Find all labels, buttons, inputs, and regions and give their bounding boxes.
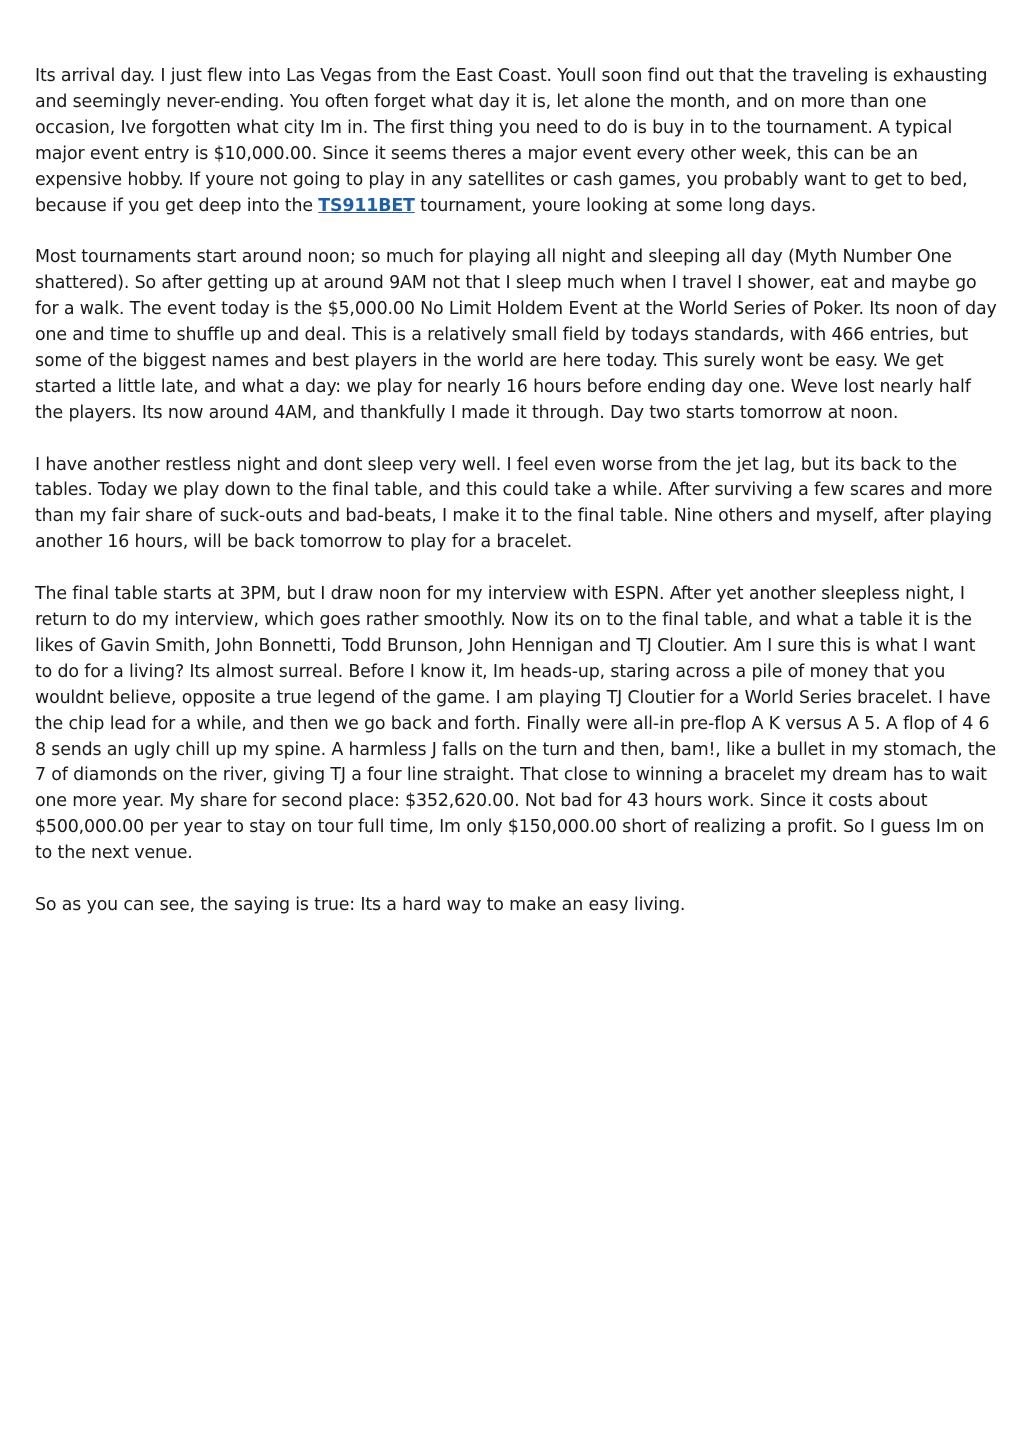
paragraph-1-text-end: tournament, youre looking at some long days.: [414, 195, 817, 216]
paragraph-day-one: Most tournaments start around noon; so much for playing all night and sleeping all day (Myth Number One shattered). So after getting up at around 9AM not that I sleep much when I travel I shower, eat and maybe go for a walk. The event today is the $5,000.00 No Limit Holdem Event at the World Series of Poker. Its noon of day one and time to shuffle up and deal. This is a relatively small field by todays standards, with 466 entries, but some of the biggest names and best players in the world are here today. This surely wont be easy. We get started a little late, and what a day: we play for nearly 16 hours before ending day one. Weve lost nearly half the players. Its now around 4AM, and thankfully I made it through. Day two starts tomorrow at noon.: [35, 247, 997, 423]
paragraph-arrival-day: [35, 64, 997, 219]
paragraph-final-table: The final table starts at 3PM, but I draw noon for my interview with ESPN. After yet another sleepless night, I return to do my interview, which goes rather smoothly. Now its on to the final table, and what a table it is the likes of Gavin Smith, John Bonnetti, Todd Brunson, John Hennigan and TJ Cloutier. Am I sure this is what I want to do for a living? Its almost surreal. Before I know it, Im heads-up, staring across a pile of money that you wouldnt believe, opposite a true legend of the game. I am playing TJ Cloutier for a World Series bracelet. I have the chip lead for a while, and then we go back and forth. Finally were all-in pre-flop A K versus A 5. A flop of 4 6 8 sends an ugly chill up my spine. A harmless J falls on the turn and then, bam!, like a bullet in my stomach, the 7 of diamonds on the river, giving TJ a four line straight. That close to winning a bracelet my dream has to wait one more year. My share for second place: $352,620.00. Not bad for 43 hours work. Since it costs about $500,000.00 per year to stay on tour full time, Im only $150,000.00 short of realizing a profit. So I guess Im on to the next venue.: [35, 584, 996, 864]
paragraph-conclusion: So as you can see, the saying is true: Its a hard way to make an easy living.: [35, 894, 686, 915]
ts911bet-link[interactable]: TS911BET: [318, 195, 415, 216]
paragraph-1-text-start: Its arrival day. I just flew into Las Vegas from the East Coast. Youll soon find out that the traveling is exhausting and seemingly never-ending. You often forget what day it is, let alone the month, and on more than one occasion, Ive forgotten what city Im in. The first thing you need to do is buy in to the tournament. A typical major event entry is $10,000.00. Since it seems theres a major event every other week, this can be an expensive hobby. If youre not going to play in any satellites or cash games, you probably want to get to bed, because if you get deep into the: [35, 66, 988, 216]
document-body: [35, 64, 997, 945]
paragraph-day-two: I have another restless night and dont sleep very well. I feel even worse from the jet lag, but its back to the tables. Today we play down to the final table, and this could take a while. After surviving a few scares and more than my fair share of suck-outs and bad-beats, I make it to the final table. Nine others and myself, after playing another 16 hours, will be back tomorrow to play for a bracelet.: [35, 454, 993, 553]
